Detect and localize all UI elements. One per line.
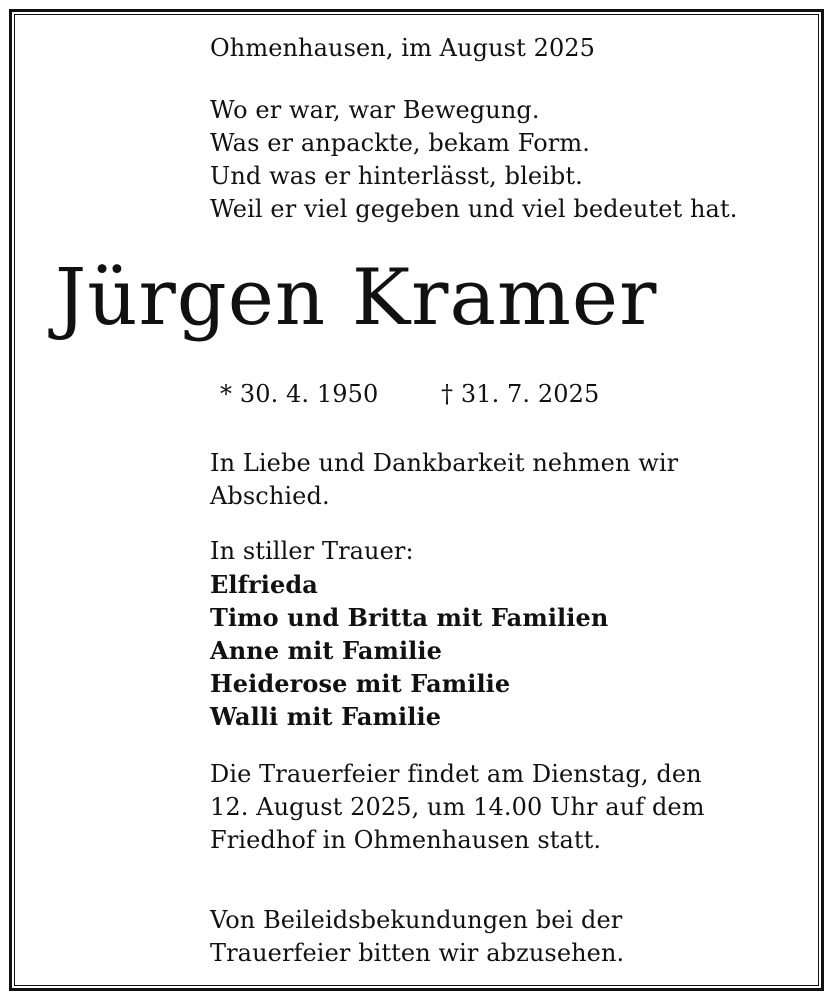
mourner-name: Elfrieda [210, 570, 318, 599]
mourners-intro: In stiller Trauer: [210, 537, 414, 565]
motto-line: Was er anpackte, bekam Form. [210, 129, 590, 157]
place-date-text: Ohmenhausen, im August 2025 [210, 34, 596, 62]
funeral-info [210, 758, 810, 857]
motto-line: Wo er war, war Bewegung. [210, 96, 540, 124]
farewell-text [210, 447, 810, 513]
condolence-note [210, 904, 810, 970]
condolence-line: Von Beileidsbekundungen bei der [210, 906, 623, 934]
mourner-name: Timo und Britta mit Familien [210, 603, 609, 632]
birth-date: * 30. 4. 1950 [220, 380, 379, 408]
place-date [210, 32, 810, 65]
motto-line: Weil er viel gegeben und viel bedeutet hat. [210, 195, 738, 223]
mourner-name: Anne mit Familie [210, 636, 442, 665]
deceased-name: Jürgen Kramer [55, 253, 658, 343]
life-dates [0, 378, 833, 414]
mourner-name: Heiderose mit Familie [210, 669, 511, 698]
death-date: † 31. 7. 2025 [441, 380, 600, 408]
funeral-line: Friedhof in Ohmenhausen statt. [210, 826, 602, 854]
condolence-line: Trauerfeier bitten wir abzusehen. [210, 939, 625, 967]
mourner-name: Walli mit Familie [210, 702, 442, 731]
farewell-line: Abschied. [210, 482, 330, 510]
funeral-line: 12. August 2025, um 14.00 Uhr auf dem [210, 793, 705, 821]
mourners-block [210, 535, 810, 733]
motto-line: Und was er hinterlässt, bleibt. [210, 162, 583, 190]
motto [210, 94, 810, 226]
farewell-line: In Liebe und Dankbarkeit nehmen wir [210, 449, 679, 477]
funeral-line: Die Trauerfeier findet am Dienstag, den [210, 760, 702, 788]
